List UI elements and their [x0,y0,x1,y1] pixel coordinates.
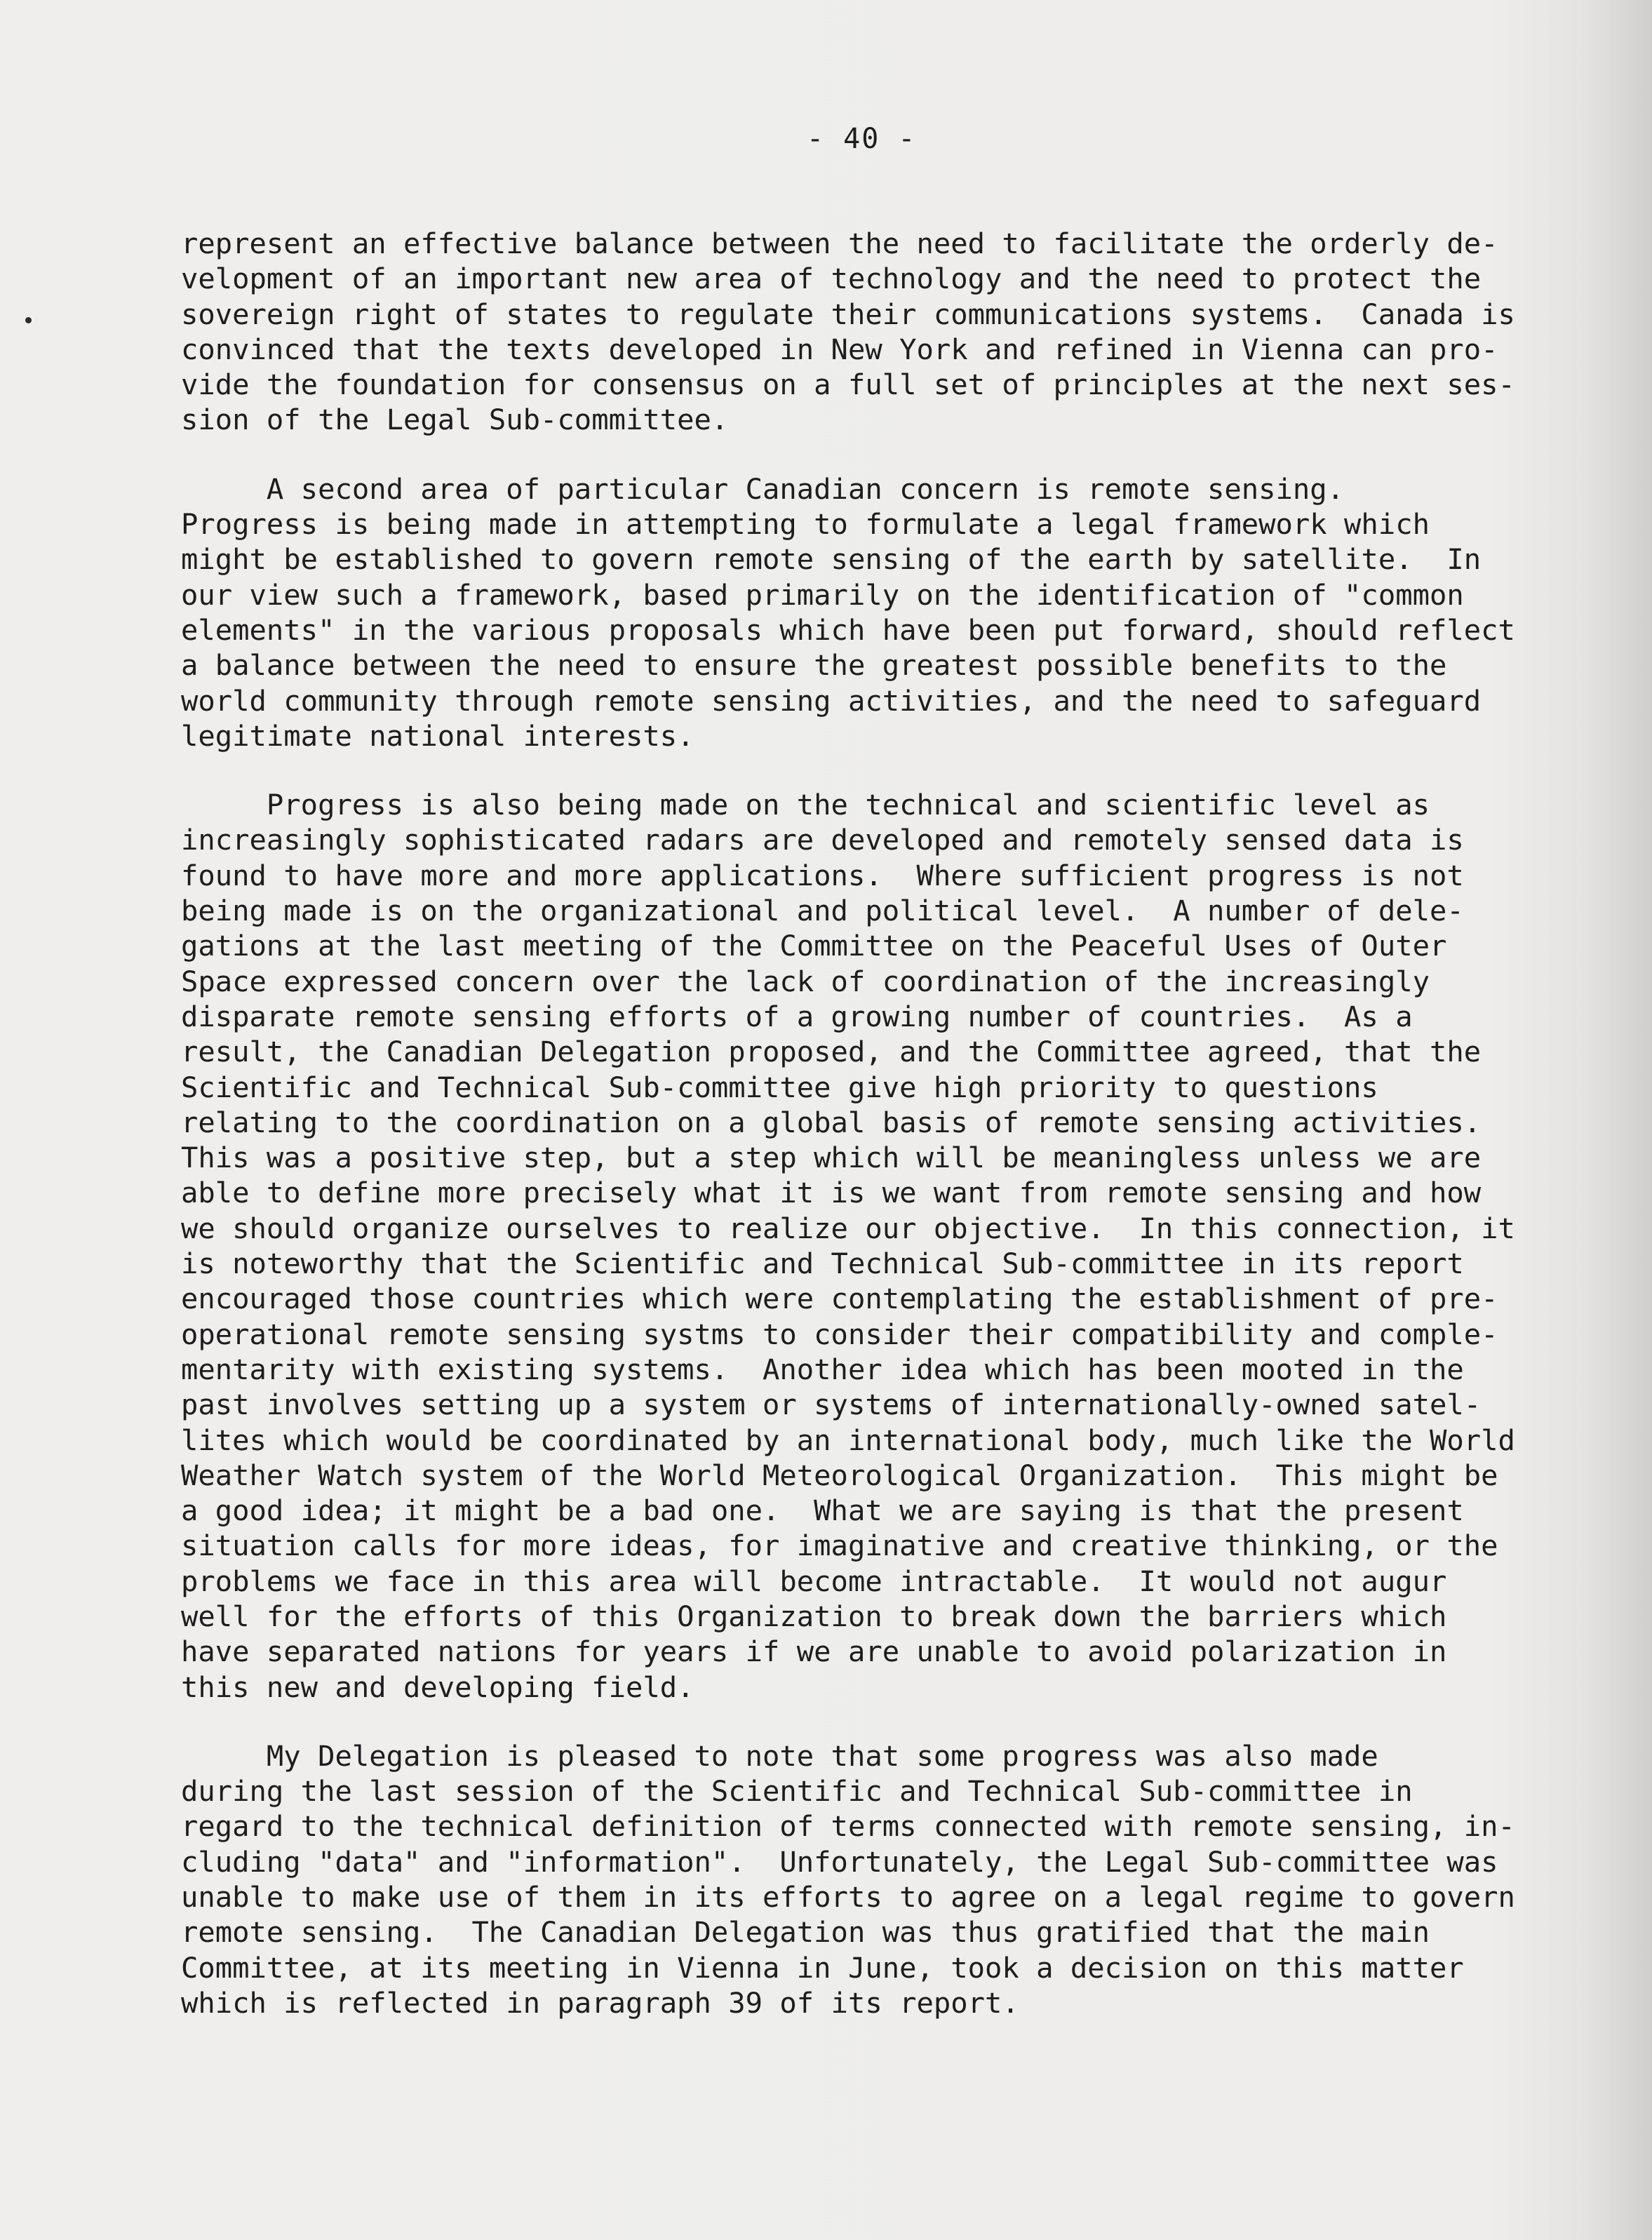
text-line: encouraged those countries which were contemplating the establishment of pre- [181,1282,1498,1316]
paragraph-3 [181,787,1577,1705]
text-line: result, the Canadian Delegation proposed, and the Committee agreed, that the [181,1035,1482,1069]
text-line: lites which would be coordinated by an international body, much like the World [181,1423,1515,1457]
text-line: remote sensing. The Canadian Delegation was thus gratified that the main [181,1915,1430,1950]
text-line: situation calls for more ideas, for imaginative and creative thinking, or the [181,1529,1498,1563]
text-line: sion of the Legal Sub-committee. [181,403,729,437]
text-line: our view such a framework, based primarily on the identification of "common [181,577,1464,612]
text-line: gations at the last meeting of the Committee on the Peaceful Uses of Outer [181,929,1447,963]
text-line: which is reflected in paragraph 39 of its report. [181,1985,1019,2020]
document-body [181,226,1577,2054]
text-line: Weather Watch system of the World Meteorological Organization. This might be [181,1458,1498,1492]
paragraph-2 [181,471,1577,753]
text-line: regard to the technical definition of terms connected with remote sensing, in- [181,1809,1515,1844]
text-line: is noteworthy that the Scientific and Technical Sub-committee in its report [181,1247,1464,1281]
text-line: Committee, at its meeting in Vienna in June, took a decision on this matter [181,1950,1464,1985]
text-line: past involves setting up a system or systems of internationally-owned satel- [181,1388,1482,1422]
text-line: have separated nations for years if we are unable to avoid polarization in [181,1635,1447,1669]
text-line: well for the efforts of this Organization to break down the barriers which [181,1599,1447,1633]
text-line: increasingly sophisticated radars are developed and remotely sensed data is [181,823,1464,857]
text-line: Scientific and Technical Sub-committee give high priority to questions [181,1070,1378,1104]
text-line: Space expressed concern over the lack of coordination of the increasingly [181,964,1430,998]
text-line: represent an effective balance between the need to facilitate the orderly de- [181,227,1498,260]
text-line: disparate remote sensing efforts of a growing number of countries. As a [181,999,1413,1033]
text-line: velopment of an important new area of technology and the need to protect the [181,262,1482,296]
text-line: sovereign right of states to regulate their communications systems. Canada is [181,297,1515,331]
text-line: My Delegation is pleased to note that some progress was also made [181,1738,1378,1773]
text-line: we should organize ourselves to realize our objective. In this connection, it [181,1211,1515,1245]
text-line: unable to make use of them in its efforts to agree on a legal regime to govern [181,1880,1515,1914]
text-line: A second area of particular Canadian concern is remote sensing. [181,471,1345,506]
text-line: found to have more and more applications. Where sufficient progress is not [181,858,1464,892]
paragraph-1 [181,226,1577,438]
text-line: able to define more precisely what it is we want from remote sensing and how [181,1176,1482,1210]
text-line: Progress is being made in attempting to formulate a legal framework which [181,507,1430,542]
text-line: mentarity with existing systems. Another idea which has been mooted in the [181,1352,1464,1386]
text-line: operational remote sensing systms to consider their compatibility and comple- [181,1317,1498,1351]
text-line: This was a positive step, but a step which will be meaningless unless we are [181,1141,1482,1175]
text-line: a balance between the need to ensure the greatest possible benefits to the [181,648,1447,683]
text-line: vide the foundation for consensus on a full set of principles at the next ses- [181,368,1515,402]
text-line: cluding "data" and "information". Unfortunately, the Legal Sub-committee was [181,1844,1498,1879]
text-line: during the last session of the Scientific and Technical Sub-committee in [181,1774,1413,1809]
text-line: legitimate national interests. [181,718,694,753]
text-line: Progress is also being made on the technical and scientific level as [181,788,1430,822]
page-number: - 40 - [807,123,917,155]
margin-dot [25,317,32,323]
text-line: relating to the coordination on a global basis of remote sensing activities. [181,1105,1482,1139]
text-line: might be established to govern remote sensing of the earth by satellite. In [181,542,1482,577]
text-line: being made is on the organizational and political level. A number of dele- [181,894,1464,928]
paragraph-4 [181,1738,1577,2020]
text-line: convinced that the texts developed in New York and refined in Vienna can pro- [181,332,1498,366]
text-line: problems we face in this area will become intractable. It would not augur [181,1564,1447,1598]
text-line: world community through remote sensing activities, and the need to safeguard [181,683,1482,718]
text-line: elements" in the various proposals which have been put forward, should reflect [181,612,1515,647]
text-line: this new and developing field. [181,1670,694,1704]
text-line: a good idea; it might be a bad one. What we are saying is that the present [181,1494,1464,1528]
